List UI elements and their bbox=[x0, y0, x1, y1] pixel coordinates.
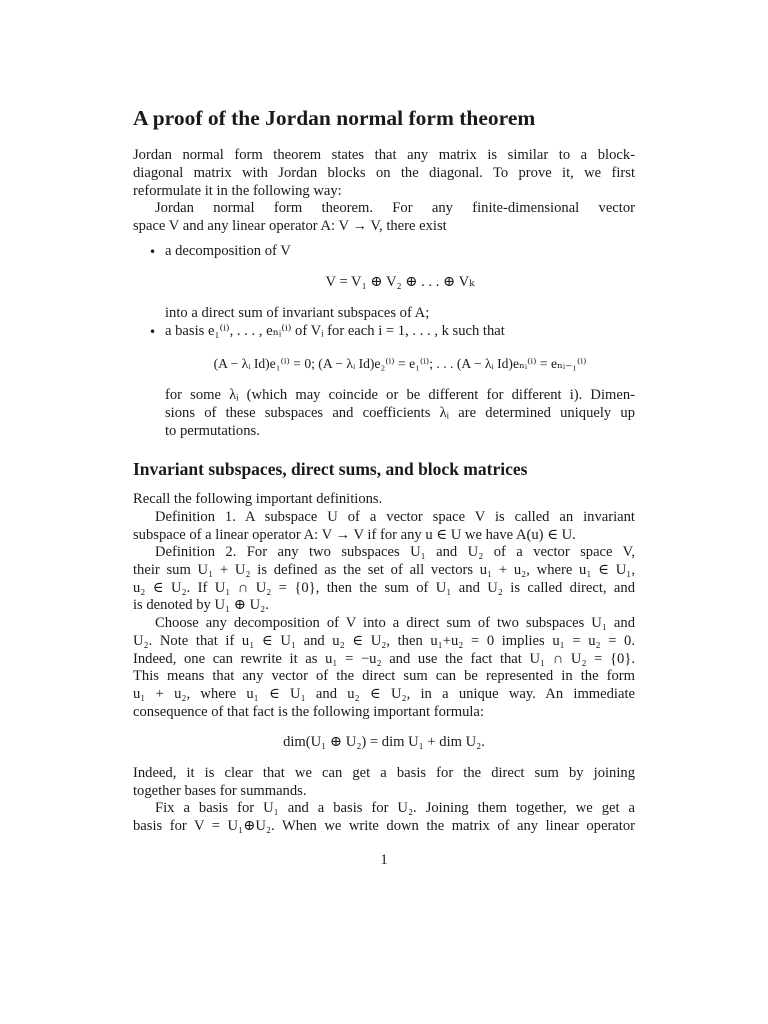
body-line: Recall the following important definitions. bbox=[133, 491, 383, 507]
definition-line: their sum U₁ + U₂ is defined as the set of all vectors u₁ + u₂, where u₁ ∈ U₁, bbox=[133, 562, 635, 578]
body-line: Fix a basis for U₁ and a basis for U₂. Joining them together, we get a bbox=[155, 800, 635, 816]
body-line: This means that any vector of the direct sum can be represented in the form bbox=[133, 668, 635, 684]
definition-line: subspace of a linear operator A: V → V if for any u ∈ U we have A(u) ∈ U. bbox=[133, 527, 576, 543]
section-title: Invariant subspaces, direct sums, and block matrices bbox=[133, 459, 528, 479]
bullet-marker: • bbox=[149, 325, 157, 339]
bullet-item-after: sions of these subspaces and coefficients λᵢ are determined uniquely up bbox=[165, 405, 635, 421]
bullet-item-after: to permutations. bbox=[165, 423, 260, 439]
definition-line: is denoted by U₁ ⊕ U₂. bbox=[133, 597, 269, 613]
body-line: Indeed, it is clear that we can get a basis for the direct sum by joining bbox=[133, 765, 635, 781]
body-line: basis for V = U₁⊕U₂. When we write down the matrix of any linear operator bbox=[133, 818, 635, 834]
definition-line: Definition 2. For any two subspaces U₁ and U₂ of a vector space V, bbox=[155, 544, 635, 560]
bullet-item-after: for some λᵢ (which may coincide or be different for different i). Dimen- bbox=[165, 387, 635, 403]
intro-line: diagonal matrix with Jordan blocks on the diagonal. To prove it, we first bbox=[133, 165, 635, 181]
bullet-item-decomposition: a decomposition of V bbox=[165, 243, 291, 259]
definition-line: Definition 1. A subspace U of a vector space V is called an invariant bbox=[155, 509, 635, 525]
body-line: Indeed, one can rewrite it as u₁ = −u₂ and use the fact that U₁ ∩ U₂ = {0}. bbox=[133, 651, 635, 667]
definition-line: u₂ ∈ U₂. If U₁ ∩ U₂ = {0}, then the sum of U₁ and U₂ is called direct, and bbox=[133, 580, 635, 596]
bullet-item-after: into a direct sum of invariant subspaces of A; bbox=[165, 305, 430, 321]
jordan-chain-formula: (A − λᵢ Id)e₁⁽ⁱ⁾ = 0; (A − λᵢ Id)e₂⁽ⁱ⁾ = e₁⁽ⁱ⁾; . . . (A − λᵢ Id)eₙᵢ⁽ⁱ⁾ = eₙᵢ₋₁⁽ⁱ⁾ bbox=[213, 356, 587, 371]
bullet-marker: • bbox=[149, 245, 157, 259]
bullet-item-basis: a basis e₁⁽ⁱ⁾, . . . , eₙᵢ⁽ⁱ⁾ of Vᵢ for each i = 1, . . . , k such that bbox=[165, 323, 505, 339]
body-line: U₂. Note that if u₁ ∈ U₁ and u₂ ∈ U₂, then u₁+u₂ = 0 implies u₁ = u₂ = 0. bbox=[133, 633, 635, 649]
page-number: 1 bbox=[380, 852, 388, 868]
body-line: u₁ + u₂, where u₁ ∈ U₁ and u₂ ∈ U₂, in a unique way. An immediate bbox=[133, 686, 635, 702]
dimension-formula: dim(U₁ ⊕ U₂) = dim U₁ + dim U₂. bbox=[283, 734, 485, 750]
paper-page bbox=[133, 0, 635, 1024]
theorem-line: space V and any linear operator A: V → V, there exist bbox=[133, 218, 447, 234]
body-line: consequence of that fact is the following important formula: bbox=[133, 704, 484, 720]
intro-line: Jordan normal form theorem states that any matrix is similar to a block- bbox=[133, 147, 635, 163]
body-line: Choose any decomposition of V into a direct sum of two subspaces U₁ and bbox=[155, 615, 635, 631]
intro-line: reformulate it in the following way: bbox=[133, 183, 342, 199]
body-line: together bases for summands. bbox=[133, 783, 307, 799]
theorem-line: Jordan normal form theorem. For any finite-dimensional vector bbox=[155, 200, 635, 216]
paper-title: A proof of the Jordan normal form theorem bbox=[133, 106, 536, 130]
decomposition-formula: V = V₁ ⊕ V₂ ⊕ . . . ⊕ Vₖ bbox=[325, 274, 475, 290]
